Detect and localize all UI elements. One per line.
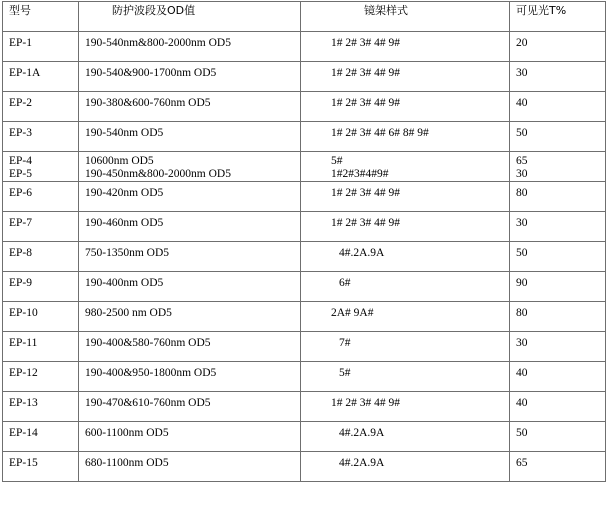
band-cell-text: 680-1100nm OD5	[85, 457, 169, 469]
mount-cell-text: 1# 2# 3# 4# 9#	[331, 67, 400, 79]
band-cell-text: 600-1100nm OD5	[85, 427, 169, 439]
mount-cell	[301, 62, 510, 92]
model-cell	[3, 392, 79, 422]
transmission-cell-text: 80	[516, 307, 528, 319]
band-cell	[79, 302, 301, 332]
band-cell	[79, 32, 301, 62]
table-row	[3, 242, 606, 272]
model-cell	[3, 32, 79, 62]
model-cell	[3, 92, 79, 122]
transmission-cell	[510, 242, 606, 272]
transmission-cell-text: 30	[516, 217, 528, 229]
mount-cell	[301, 182, 510, 212]
model-cell-text: EP-4	[9, 155, 32, 167]
model-cell-text: EP-15	[9, 457, 38, 469]
header-band: 防护波段及OD值	[112, 4, 196, 17]
mount-cell	[301, 272, 510, 302]
model-cell-text: EP-5	[9, 168, 32, 180]
band-cell	[79, 392, 301, 422]
band-cell	[79, 272, 301, 302]
model-cell	[3, 122, 79, 152]
table-row	[3, 212, 606, 242]
transmission-cell-text: 65	[516, 155, 528, 167]
model-cell	[3, 362, 79, 392]
transmission-cell	[510, 362, 606, 392]
model-cell	[3, 302, 79, 332]
model-cell-text: EP-10	[9, 307, 38, 319]
band-cell-text: 190-380&600-760nm OD5	[85, 97, 211, 109]
mount-cell	[301, 392, 510, 422]
transmission-cell	[510, 272, 606, 302]
band-cell	[79, 182, 301, 212]
band-cell-text: 190-470&610-760nm OD5	[85, 397, 211, 409]
transmission-cell	[510, 422, 606, 452]
transmission-cell-text: 80	[516, 187, 528, 199]
band-cell	[79, 152, 301, 182]
mount-cell-text: 1# 2# 3# 4# 6# 8# 9#	[331, 127, 429, 139]
transmission-cell-text: 40	[516, 367, 528, 379]
band-cell	[79, 332, 301, 362]
model-cell	[3, 272, 79, 302]
mount-cell-text: 5#	[339, 367, 351, 379]
mount-cell-text: 1# 2# 3# 4# 9#	[331, 97, 400, 109]
mount-cell-text: 1# 2# 3# 4# 9#	[331, 397, 400, 409]
band-cell-text: 190-420nm OD5	[85, 187, 164, 199]
transmission-cell	[510, 392, 606, 422]
transmission-cell-text: 40	[516, 97, 528, 109]
mount-cell	[301, 92, 510, 122]
header-cell-band	[79, 2, 301, 32]
mount-cell	[301, 362, 510, 392]
model-cell-text: EP-11	[9, 337, 38, 349]
transmission-cell-text: 65	[516, 457, 528, 469]
transmission-cell	[510, 302, 606, 332]
product-table	[2, 1, 606, 482]
model-cell-text: EP-2	[9, 97, 32, 109]
band-cell-text: 190-450nm&800-2000nm OD5	[85, 168, 231, 180]
band-cell	[79, 122, 301, 152]
header-mount: 镜架样式	[364, 4, 408, 17]
mount-cell	[301, 212, 510, 242]
transmission-cell-text: 30	[516, 337, 528, 349]
transmission-cell-text: 30	[516, 67, 528, 79]
band-cell-text: 190-400&950-1800nm OD5	[85, 367, 217, 379]
table-row	[3, 272, 606, 302]
mount-cell-text: 4#.2A.9A	[339, 427, 385, 439]
transmission-cell	[510, 452, 606, 482]
model-cell-text: EP-6	[9, 187, 32, 199]
mount-cell	[301, 332, 510, 362]
model-cell	[3, 62, 79, 92]
model-cell-text: EP-1A	[9, 67, 41, 79]
transmission-cell-text: 50	[516, 247, 528, 259]
band-cell	[79, 92, 301, 122]
mount-cell-text: 1# 2# 3# 4# 9#	[331, 187, 400, 199]
table-header-row	[3, 2, 606, 32]
mount-cell-text: 4#.2A.9A	[339, 247, 385, 259]
header-cell-transmission	[510, 2, 606, 32]
model-cell-text: EP-1	[9, 37, 32, 49]
model-cell-text: EP-13	[9, 397, 38, 409]
transmission-cell	[510, 332, 606, 362]
band-cell	[79, 362, 301, 392]
band-cell-text: 190-400&580-760nm OD5	[85, 337, 211, 349]
transmission-cell	[510, 32, 606, 62]
transmission-cell	[510, 122, 606, 152]
band-cell-text: 190-540nm&800-2000nm OD5	[85, 37, 231, 49]
table-row	[3, 422, 606, 452]
model-cell-text: EP-3	[9, 127, 32, 139]
mount-cell-text: 1#2#3#4#9#	[331, 168, 389, 180]
model-cell	[3, 152, 79, 182]
band-cell-text: 10600nm OD5	[85, 155, 154, 167]
transmission-cell-text: 90	[516, 277, 528, 289]
table-row	[3, 332, 606, 362]
model-cell-text: EP-9	[9, 277, 32, 289]
table-row	[3, 452, 606, 482]
band-cell-text: 190-540nm OD5	[85, 127, 164, 139]
band-cell-text: 750-1350nm OD5	[85, 247, 170, 259]
mount-cell	[301, 122, 510, 152]
model-cell-text: EP-8	[9, 247, 32, 259]
model-cell	[3, 332, 79, 362]
band-cell	[79, 452, 301, 482]
header-cell-model	[3, 2, 79, 32]
band-cell-text: 190-460nm OD5	[85, 217, 164, 229]
transmission-cell-text: 20	[516, 37, 528, 49]
band-cell-text: 190-400nm OD5	[85, 277, 164, 289]
transmission-cell-text: 50	[516, 127, 528, 139]
model-cell	[3, 212, 79, 242]
mount-cell	[301, 452, 510, 482]
transmission-cell	[510, 152, 606, 182]
header-transmission: 可见光T%	[516, 4, 567, 17]
model-cell-text: EP-12	[9, 367, 38, 379]
mount-cell	[301, 302, 510, 332]
band-cell-text: 190-540&900-1700nm OD5	[85, 67, 217, 79]
table-row	[3, 392, 606, 422]
product-table-body	[3, 2, 606, 482]
table-row	[3, 152, 606, 182]
mount-cell-text: 7#	[339, 337, 351, 349]
transmission-cell-text: 30	[516, 168, 528, 180]
mount-cell-text: 4#.2A.9A	[339, 457, 385, 469]
mount-cell	[301, 242, 510, 272]
transmission-cell-text: 50	[516, 427, 528, 439]
model-cell-text: EP-14	[9, 427, 38, 439]
transmission-cell	[510, 182, 606, 212]
table-row	[3, 362, 606, 392]
mount-cell	[301, 422, 510, 452]
mount-cell-text: 6#	[339, 277, 351, 289]
band-cell	[79, 212, 301, 242]
band-cell	[79, 62, 301, 92]
mount-cell	[301, 152, 510, 182]
transmission-cell-text: 40	[516, 397, 528, 409]
mount-cell	[301, 32, 510, 62]
band-cell	[79, 422, 301, 452]
header-cell-mount	[301, 2, 510, 32]
band-cell	[79, 242, 301, 272]
table-row	[3, 92, 606, 122]
transmission-cell	[510, 62, 606, 92]
table-row	[3, 122, 606, 152]
header-model: 型号	[9, 4, 31, 17]
model-cell	[3, 182, 79, 212]
mount-cell-text: 1# 2# 3# 4# 9#	[331, 37, 400, 49]
table-row	[3, 32, 606, 62]
mount-cell-text: 1# 2# 3# 4# 9#	[331, 217, 400, 229]
model-cell	[3, 452, 79, 482]
model-cell-text: EP-7	[9, 217, 32, 229]
mount-cell-text: 5#	[331, 155, 343, 167]
transmission-cell	[510, 92, 606, 122]
table-row	[3, 182, 606, 212]
table-row	[3, 62, 606, 92]
band-cell-text: 980-2500 nm OD5	[85, 307, 172, 319]
table-row	[3, 302, 606, 332]
mount-cell-text: 2A# 9A#	[331, 307, 374, 319]
transmission-cell	[510, 212, 606, 242]
model-cell	[3, 242, 79, 272]
model-cell	[3, 422, 79, 452]
